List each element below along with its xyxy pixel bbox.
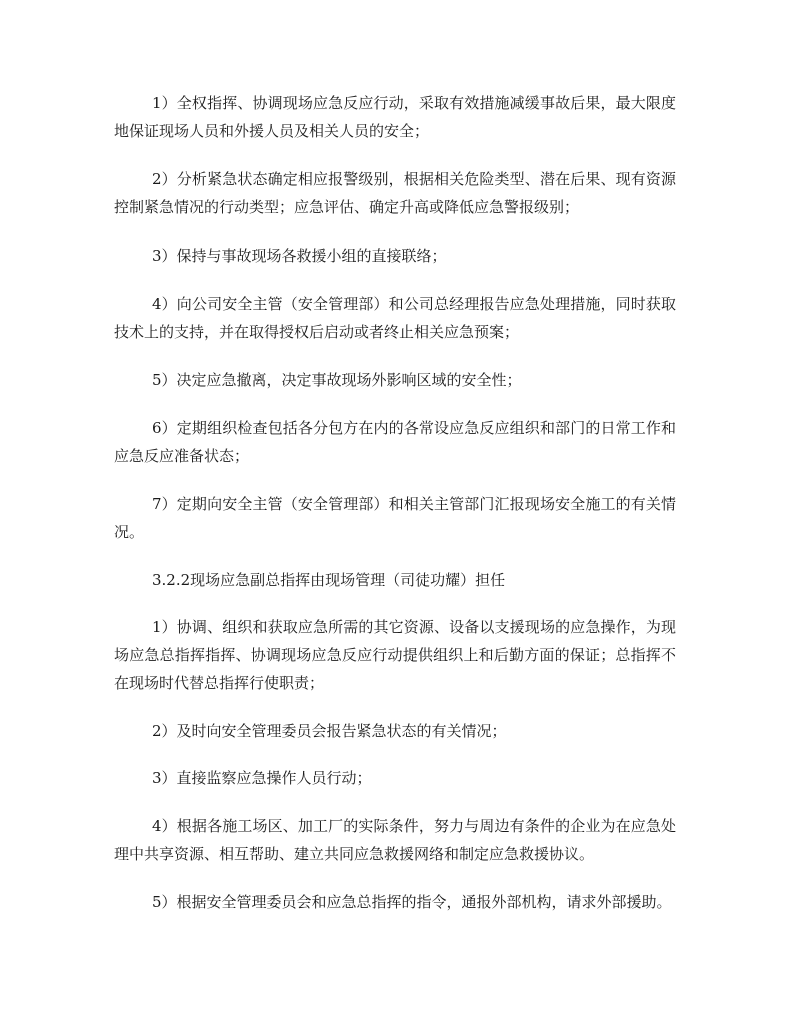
- paragraph-commander-duty-5: 5）决定应急撤离，决定事故现场外影响区域的安全性；: [152, 371, 522, 389]
- paragraph-commander-duty-3: 3）保持与事故现场各救援小组的直接联络；: [152, 247, 447, 265]
- paragraph-deputy-duty-2: 2）及时向安全管理委员会报告紧急状态的有关情况；: [152, 722, 507, 740]
- section-heading-deputy-commander: 3.2.2现场应急副总指挥由现场管理（司徒功耀）担任: [152, 571, 506, 589]
- paragraph-commander-duty-2: 2）分析紧急状态确定相应报警级别，根据相关危险类型、潜在后果、现有资源控制紧急情况的行动类型；应急评估、确定升高或降低应急警报级别；: [114, 170, 676, 216]
- paragraph-deputy-duty-3: 3）直接监察应急操作人员行动；: [152, 769, 372, 787]
- paragraph-commander-duty-6: 6）定期组织检查包括各分包方在内的各常设应急反应组织和部门的日常工作和应急反应准备状态；: [114, 419, 676, 465]
- paragraph-commander-duty-4: 4）向公司安全主管（安全管理部）和公司总经理报告应急处理措施，同时获取技术上的支持，并在取得授权后启动或者终止相关应急预案；: [114, 295, 676, 341]
- paragraph-commander-duty-7: 7）定期向安全主管（安全管理部）和相关主管部门汇报现场安全施工的有关情况。: [114, 495, 676, 541]
- paragraph-deputy-duty-1: 1）协调、组织和获取应急所需的其它资源、设备以支援现场的应急操作，为现场应急总指挥指挥、协调现场应急反应行动提供组织上和后勤方面的保证；总指挥不在现场时代替总指挥行使职责；: [114, 618, 676, 692]
- paragraph-commander-duty-1: 1）全权指挥、协调现场应急反应行动，采取有效措施减缓事故后果，最大限度地保证现场人员和外援人员及相关人员的安全；: [114, 94, 676, 140]
- paragraph-deputy-duty-4: 4）根据各施工场区、加工厂的实际条件，努力与周边有条件的企业为在应急处理中共享资源、相互帮助、建立共同应急救援网络和制定应急救援协议。: [114, 817, 676, 863]
- paragraph-deputy-duty-5: 5）根据安全管理委员会和应急总指挥的指令，通报外部机构，请求外部援助。: [152, 893, 672, 911]
